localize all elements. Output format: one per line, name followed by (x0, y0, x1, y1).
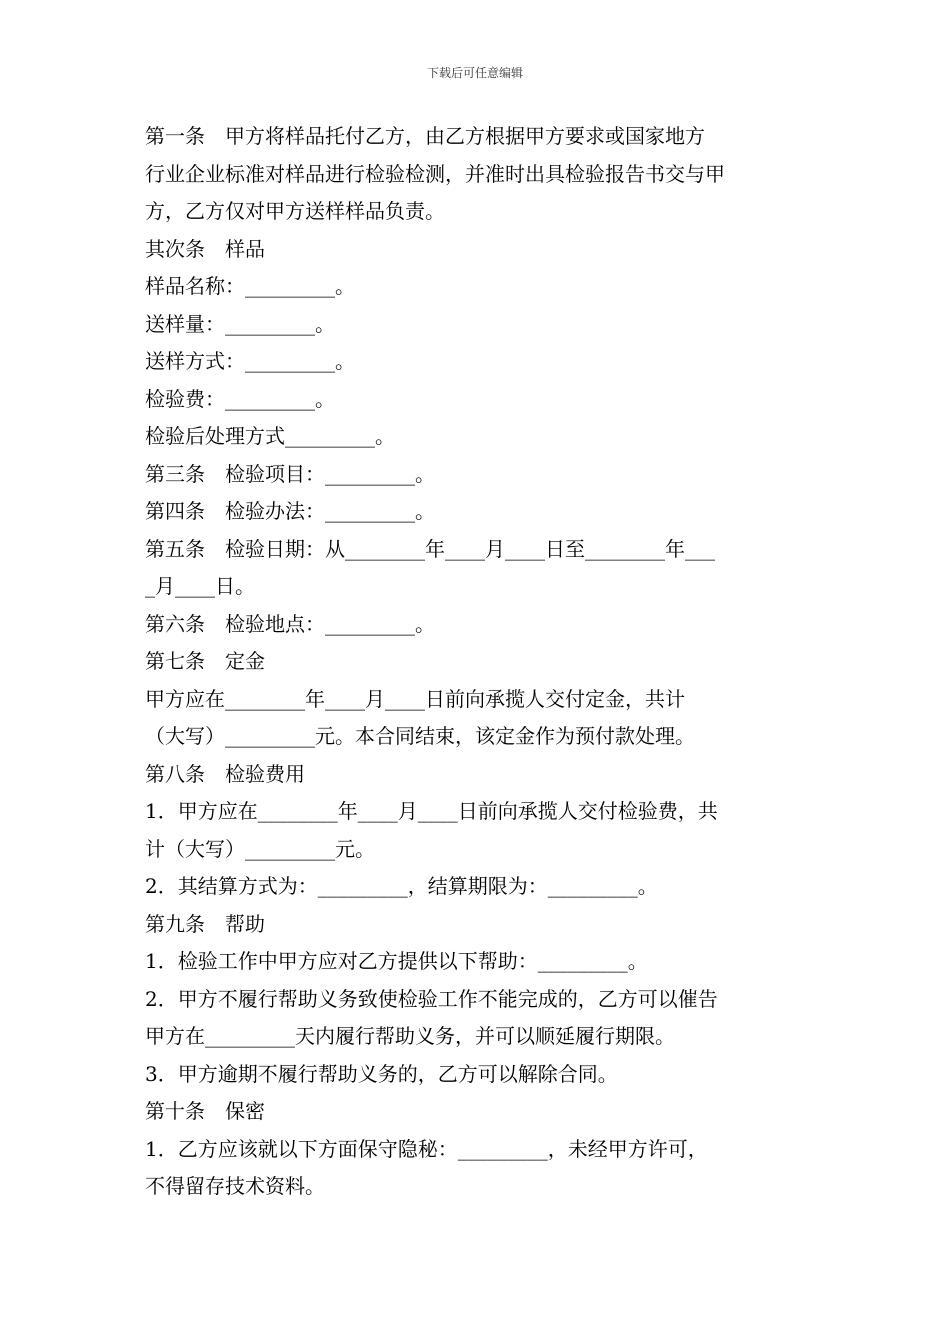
text-line: （大写）_________元。本合同结束，该定金作为预付款处理。 (145, 724, 695, 748)
text-line: 送样量：_________。 (145, 311, 335, 336)
text-line: 检验后处理方式_________。 (145, 424, 395, 448)
text-line: 1．甲方应在________年____月____日前向承揽人交付检验费，共 (145, 799, 718, 823)
text-line: 计（大写）_________元。 (145, 836, 375, 861)
text-line: 第一条 甲方将样品托付乙方，由乙方根据甲方要求或国家地方 (145, 124, 705, 148)
text-line: 甲方应在________年____月____日前向承揽人交付定金，共计 (145, 686, 685, 711)
text-line: 第八条 检验费用 (145, 761, 305, 786)
text-line: 方，乙方仅对甲方送样样品负责。 (145, 199, 445, 223)
text-line: 第三条 检验项目：_________。 (145, 461, 435, 486)
text-line: 第六条 检验地点：_________。 (145, 611, 435, 636)
text-line: _月____日。 (145, 574, 255, 598)
contract-body (145, 118, 810, 1206)
text-line: 第七条 定金 (145, 649, 265, 673)
text-line: 不得留存技术资料。 (145, 1174, 325, 1198)
text-line: 2．其结算方式为：_________，结算期限为：_________。 (145, 874, 658, 898)
text-line: 第四条 检验办法：_________。 (145, 499, 435, 523)
text-line: 送样方式：_________。 (145, 349, 355, 373)
text-line: 第九条 帮助 (145, 911, 265, 936)
text-line: 样品名称：_________。 (145, 274, 355, 298)
text-line: 2．甲方不履行帮助义务致使检验工作不能完成的，乙方可以催告 (145, 986, 718, 1011)
text-line: 3．甲方逾期不履行帮助义务的，乙方可以解除合同。 (145, 1061, 618, 1086)
text-line: 甲方在_________天内履行帮助义务，并可以顺延履行期限。 (145, 1024, 675, 1048)
text-line: 第五条 检验日期：从________年____月____日至________年___ (145, 536, 715, 561)
text-line: 第十条 保密 (145, 1099, 265, 1123)
text-line: 检验费：_________。 (145, 386, 335, 411)
page-header: 下载后可任意编辑 (426, 66, 523, 80)
text-line: 1．乙方应该就以下方面保守隐秘：_________，未经甲方许可， (145, 1136, 708, 1161)
text-line: 行业企业标准对样品进行检验检测，并准时出具检验报告书交与甲 (145, 161, 725, 186)
text-line: 其次条 样品 (145, 236, 265, 261)
text-line: 1．检验工作中甲方应对乙方提供以下帮助：_________。 (145, 949, 648, 973)
